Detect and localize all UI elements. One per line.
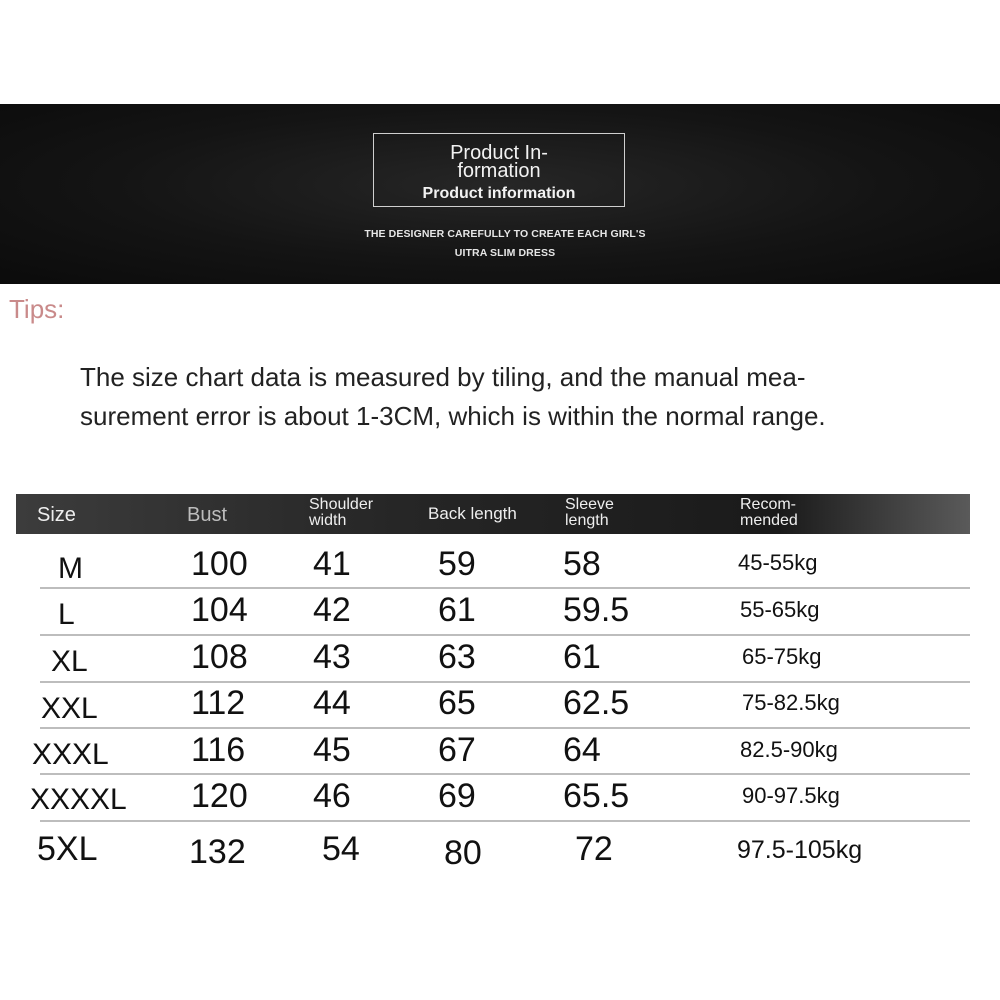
row-recommended-cell: 65-75kg [742,644,822,669]
row-shoulder-cell: 43 [313,638,351,676]
row-recommended-cell: 75-82.5kg [742,690,840,715]
row-shoulder-cell: 54 [322,830,360,868]
row-back-cell: 67 [438,731,476,769]
header-recommended [740,497,798,529]
row-recommended-cell: 82.5-90kg [740,737,838,762]
row-divider [40,587,970,589]
header-sleeve-length [565,497,614,529]
row-divider [40,820,970,822]
product-info-banner [0,104,1000,284]
header-shoulder-width [309,497,373,529]
tips-text-line1: The size chart data is measured by tiling, and the manual mea- [80,362,806,392]
row-recommended-cell: 90-97.5kg [742,783,840,808]
row-size-cell: XXXL [32,738,109,771]
row-bust-cell: 100 [191,545,248,583]
row-back-cell: 69 [438,777,476,815]
row-sleeve-cell: 62.5 [563,684,630,722]
row-size-cell: XXL [41,692,98,725]
row-size-cell: L [58,598,75,631]
row-back-cell: 63 [438,638,476,676]
row-sleeve-cell: 72 [575,830,613,868]
row-shoulder-cell: 42 [313,591,351,629]
row-bust-cell: 108 [191,638,248,676]
row-recommended-cell: 55-65kg [740,597,820,622]
row-sleeve-cell: 59.5 [563,591,630,629]
row-sleeve-cell: 58 [563,545,601,583]
row-shoulder-cell: 44 [313,684,351,722]
banner-title-line1: Product In- [450,142,548,164]
row-size-cell: XXXXL [30,783,127,816]
row-back-cell: 80 [444,834,482,872]
banner-title-line2: Product information [422,185,576,202]
banner-title-line1b: formation [457,160,541,182]
size-table-header [16,494,970,534]
row-divider [40,727,970,729]
row-divider [40,773,970,775]
row-shoulder-cell: 45 [313,731,351,769]
header-shoulder-line1: Shoulder [309,496,374,513]
row-recommended-cell: 45-55kg [738,550,818,575]
header-rec-line1: Recom- [740,496,797,513]
row-bust-cell: 112 [191,684,246,722]
tagline-line1: THE DESIGNER CAREFULLY TO CREATE EACH GIRL'S [364,228,646,240]
tagline-line2: UITRA SLIM DRESS [454,247,556,259]
header-bust: Bust [187,504,228,526]
header-rec-line2: mended [740,512,798,529]
header-back-length: Back length [428,504,517,523]
tips-text-line2: surement error is about 1-3CM, which is within the normal range. [80,401,826,431]
row-size-cell: 5XL [37,830,98,868]
row-bust-cell: 116 [191,731,246,769]
header-sleeve-line1: Sleeve [565,496,614,513]
row-back-cell: 65 [438,684,476,722]
tips-text [80,358,960,436]
row-bust-cell: 104 [191,591,248,629]
row-bust-cell: 120 [191,777,248,815]
row-shoulder-cell: 41 [313,545,351,583]
row-sleeve-cell: 64 [563,731,601,769]
row-size-cell: M [58,552,83,585]
header-shoulder-line2: width [309,512,347,529]
row-size-cell: XL [51,645,88,678]
row-back-cell: 61 [438,591,476,629]
tips-label: Tips: [9,294,65,324]
row-sleeve-cell: 65.5 [563,777,630,815]
header-sleeve-line2: length [565,512,609,529]
row-divider [40,634,970,636]
row-sleeve-cell: 61 [563,638,601,676]
header-size: Size [37,504,76,526]
row-shoulder-cell: 46 [313,777,351,815]
row-divider [40,681,970,683]
row-bust-cell: 132 [189,833,246,871]
row-back-cell: 59 [438,545,476,583]
row-recommended-cell: 97.5-105kg [737,836,863,864]
product-info-title-box [373,133,625,207]
banner-tagline [0,225,1000,263]
